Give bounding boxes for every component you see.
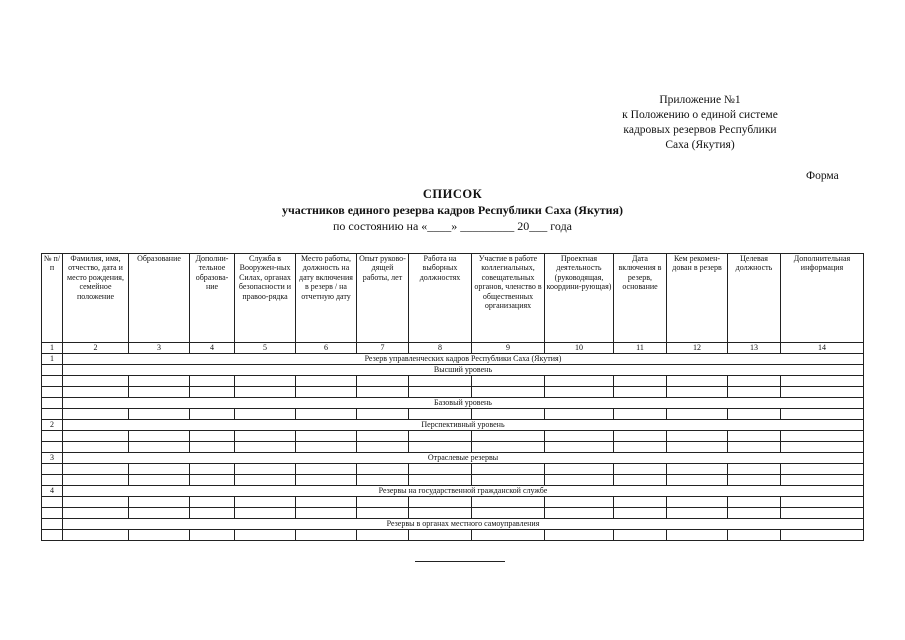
empty-cell <box>235 387 296 398</box>
empty-cell <box>781 464 864 475</box>
section-number: 1 <box>42 354 63 365</box>
empty-cell <box>63 431 129 442</box>
empty-cell <box>409 442 472 453</box>
empty-cell <box>357 442 409 453</box>
empty-cell <box>42 475 63 486</box>
empty-cell <box>728 508 781 519</box>
column-number: 6 <box>296 343 357 354</box>
empty-cell <box>190 497 235 508</box>
empty-cell <box>614 497 667 508</box>
column-number: 9 <box>472 343 545 354</box>
empty-cell <box>667 497 728 508</box>
empty-cell <box>235 475 296 486</box>
empty-cell <box>472 508 545 519</box>
empty-cell <box>129 530 190 541</box>
column-header: Опыт руково-дящей работы, лет <box>357 254 409 343</box>
document-subtitle: участников единого резерва кадров Республики Саха (Якутия) <box>281 203 624 217</box>
table-row <box>42 387 864 398</box>
empty-cell <box>409 530 472 541</box>
section-label: Перспективный уровень <box>63 420 864 431</box>
empty-cell <box>667 442 728 453</box>
form-label: Форма <box>806 170 839 182</box>
empty-cell <box>63 387 129 398</box>
empty-cell <box>357 497 409 508</box>
table-row <box>42 530 864 541</box>
empty-cell <box>409 475 472 486</box>
empty-cell <box>667 475 728 486</box>
section-label: Резервы на государственной гражданской службе <box>63 486 864 497</box>
empty-cell <box>472 464 545 475</box>
empty-cell <box>545 464 614 475</box>
empty-cell <box>545 387 614 398</box>
appendix-line-4: Саха (Якутия) <box>665 139 735 151</box>
empty-cell <box>728 431 781 442</box>
column-header: Работа на выборных должностях <box>409 254 472 343</box>
empty-cell <box>728 475 781 486</box>
section-row <box>42 365 864 376</box>
section-row <box>42 519 864 530</box>
section-label: Высший уровень <box>63 365 864 376</box>
section-row <box>42 453 864 464</box>
empty-cell <box>357 530 409 541</box>
empty-cell <box>409 497 472 508</box>
column-number: 5 <box>235 343 296 354</box>
appendix-note <box>600 93 800 153</box>
column-header: Участие в работе коллегиальных, совещательных органов, членство в общественных организациях <box>472 254 545 343</box>
empty-cell <box>63 508 129 519</box>
empty-cell <box>781 409 864 420</box>
table-row <box>42 497 864 508</box>
empty-cell <box>190 431 235 442</box>
empty-cell <box>728 376 781 387</box>
empty-cell <box>190 442 235 453</box>
empty-cell <box>667 464 728 475</box>
empty-cell <box>296 409 357 420</box>
empty-cell <box>129 497 190 508</box>
column-numbers-row <box>42 343 864 354</box>
empty-cell <box>545 409 614 420</box>
appendix-line-2: к Положению о единой системе <box>622 109 778 121</box>
empty-cell <box>63 376 129 387</box>
column-header: Дополнительная информация <box>781 254 864 343</box>
empty-cell <box>545 530 614 541</box>
empty-cell <box>235 431 296 442</box>
column-number: 2 <box>63 343 129 354</box>
empty-cell <box>296 442 357 453</box>
empty-cell <box>296 376 357 387</box>
appendix-line-3: кадровых резервов Республики <box>623 124 777 136</box>
empty-cell <box>357 475 409 486</box>
empty-cell <box>545 431 614 442</box>
column-header: № п/п <box>42 254 63 343</box>
empty-cell <box>728 409 781 420</box>
empty-cell <box>63 442 129 453</box>
empty-cell <box>296 387 357 398</box>
empty-cell <box>357 431 409 442</box>
empty-cell <box>728 464 781 475</box>
table-row <box>42 475 864 486</box>
empty-cell <box>42 376 63 387</box>
empty-cell <box>129 464 190 475</box>
table-row <box>42 442 864 453</box>
section-number: 2 <box>42 420 63 431</box>
empty-cell <box>545 508 614 519</box>
empty-cell <box>190 464 235 475</box>
appendix-line-1: Приложение №1 <box>659 94 741 106</box>
document-title: СПИСОК <box>422 187 483 201</box>
empty-cell <box>545 497 614 508</box>
empty-cell <box>545 475 614 486</box>
column-header: Дата включения в резерв, основание <box>614 254 667 343</box>
table-row <box>42 431 864 442</box>
empty-cell <box>409 464 472 475</box>
empty-cell <box>42 530 63 541</box>
empty-cell <box>728 530 781 541</box>
empty-cell <box>63 409 129 420</box>
empty-cell <box>614 376 667 387</box>
empty-cell <box>409 508 472 519</box>
empty-cell <box>781 431 864 442</box>
section-number: 4 <box>42 486 63 497</box>
empty-cell <box>781 387 864 398</box>
empty-cell <box>728 442 781 453</box>
column-header: Кем рекомен-дован в резерв <box>667 254 728 343</box>
column-number: 1 <box>42 343 63 354</box>
empty-cell <box>42 387 63 398</box>
empty-cell <box>614 431 667 442</box>
section-number <box>42 519 63 530</box>
empty-cell <box>667 387 728 398</box>
empty-cell <box>667 530 728 541</box>
empty-cell <box>545 376 614 387</box>
footer-divider <box>415 561 505 562</box>
empty-cell <box>472 475 545 486</box>
empty-cell <box>409 431 472 442</box>
column-header: Служба в Вооружен-ных Силах, органах безопасности и правоо-рядка <box>235 254 296 343</box>
empty-cell <box>781 508 864 519</box>
empty-cell <box>63 475 129 486</box>
empty-cell <box>296 475 357 486</box>
empty-cell <box>129 409 190 420</box>
empty-cell <box>472 530 545 541</box>
empty-cell <box>296 508 357 519</box>
empty-cell <box>63 497 129 508</box>
empty-cell <box>614 387 667 398</box>
empty-cell <box>190 475 235 486</box>
empty-cell <box>129 387 190 398</box>
empty-cell <box>409 387 472 398</box>
empty-cell <box>357 387 409 398</box>
empty-cell <box>129 475 190 486</box>
empty-cell <box>472 431 545 442</box>
empty-cell <box>42 508 63 519</box>
column-number: 7 <box>357 343 409 354</box>
section-label: Резервы в органах местного самоуправления <box>63 519 864 530</box>
empty-cell <box>614 508 667 519</box>
empty-cell <box>409 409 472 420</box>
empty-cell <box>781 442 864 453</box>
column-header: Проектная деятельность (руководящая, координи-рующая) <box>545 254 614 343</box>
empty-cell <box>357 464 409 475</box>
empty-cell <box>63 464 129 475</box>
column-number: 13 <box>728 343 781 354</box>
document-date-line: по состоянию на «____» _________ 20___ года <box>332 219 572 233</box>
column-number: 10 <box>545 343 614 354</box>
empty-cell <box>296 530 357 541</box>
empty-cell <box>190 376 235 387</box>
reserve-register-table <box>41 253 864 541</box>
empty-cell <box>42 442 63 453</box>
empty-cell <box>235 376 296 387</box>
empty-cell <box>614 464 667 475</box>
empty-cell <box>728 387 781 398</box>
section-row <box>42 354 864 365</box>
column-header: Дополни-тельное образова-ние <box>190 254 235 343</box>
empty-cell <box>190 387 235 398</box>
empty-cell <box>781 475 864 486</box>
section-label: Резерв управленческих кадров Республики Саха (Якутия) <box>63 354 864 365</box>
empty-cell <box>472 387 545 398</box>
empty-cell <box>296 464 357 475</box>
empty-cell <box>190 508 235 519</box>
column-number: 14 <box>781 343 864 354</box>
column-number: 8 <box>409 343 472 354</box>
empty-cell <box>129 431 190 442</box>
table-header-row <box>42 254 864 343</box>
empty-cell <box>472 376 545 387</box>
empty-cell <box>781 376 864 387</box>
section-row <box>42 486 864 497</box>
table-row <box>42 409 864 420</box>
empty-cell <box>357 376 409 387</box>
column-number: 12 <box>667 343 728 354</box>
empty-cell <box>235 508 296 519</box>
empty-cell <box>296 497 357 508</box>
empty-cell <box>235 409 296 420</box>
empty-cell <box>472 409 545 420</box>
empty-cell <box>545 442 614 453</box>
table-row <box>42 508 864 519</box>
empty-cell <box>42 431 63 442</box>
table-row <box>42 376 864 387</box>
column-number: 3 <box>129 343 190 354</box>
empty-cell <box>728 497 781 508</box>
column-number: 11 <box>614 343 667 354</box>
empty-cell <box>296 431 357 442</box>
empty-cell <box>42 497 63 508</box>
empty-cell <box>129 442 190 453</box>
empty-cell <box>190 530 235 541</box>
column-header: Фамилия, имя, отчество, дата и место рождения, семейное положение <box>63 254 129 343</box>
empty-cell <box>614 409 667 420</box>
column-header: Место работы, должность на дату включения в резерв / на отчетную дату <box>296 254 357 343</box>
column-header: Образование <box>129 254 190 343</box>
section-label: Базовый уровень <box>63 398 864 409</box>
empty-cell <box>667 431 728 442</box>
empty-cell <box>63 530 129 541</box>
empty-cell <box>472 442 545 453</box>
empty-cell <box>472 497 545 508</box>
section-number: 3 <box>42 453 63 464</box>
empty-cell <box>614 530 667 541</box>
empty-cell <box>357 508 409 519</box>
section-row <box>42 420 864 431</box>
empty-cell <box>781 497 864 508</box>
table-row <box>42 464 864 475</box>
empty-cell <box>235 497 296 508</box>
empty-cell <box>42 464 63 475</box>
section-label: Отраслевые резервы <box>63 453 864 464</box>
empty-cell <box>667 409 728 420</box>
empty-cell <box>235 530 296 541</box>
empty-cell <box>235 464 296 475</box>
column-header: Целевая должность <box>728 254 781 343</box>
section-number <box>42 365 63 376</box>
empty-cell <box>614 442 667 453</box>
empty-cell <box>614 475 667 486</box>
empty-cell <box>357 409 409 420</box>
empty-cell <box>129 376 190 387</box>
empty-cell <box>235 442 296 453</box>
empty-cell <box>667 376 728 387</box>
empty-cell <box>409 376 472 387</box>
section-row <box>42 398 864 409</box>
empty-cell <box>42 409 63 420</box>
section-number <box>42 398 63 409</box>
empty-cell <box>190 409 235 420</box>
empty-cell <box>667 508 728 519</box>
column-number: 4 <box>190 343 235 354</box>
empty-cell <box>781 530 864 541</box>
empty-cell <box>129 508 190 519</box>
